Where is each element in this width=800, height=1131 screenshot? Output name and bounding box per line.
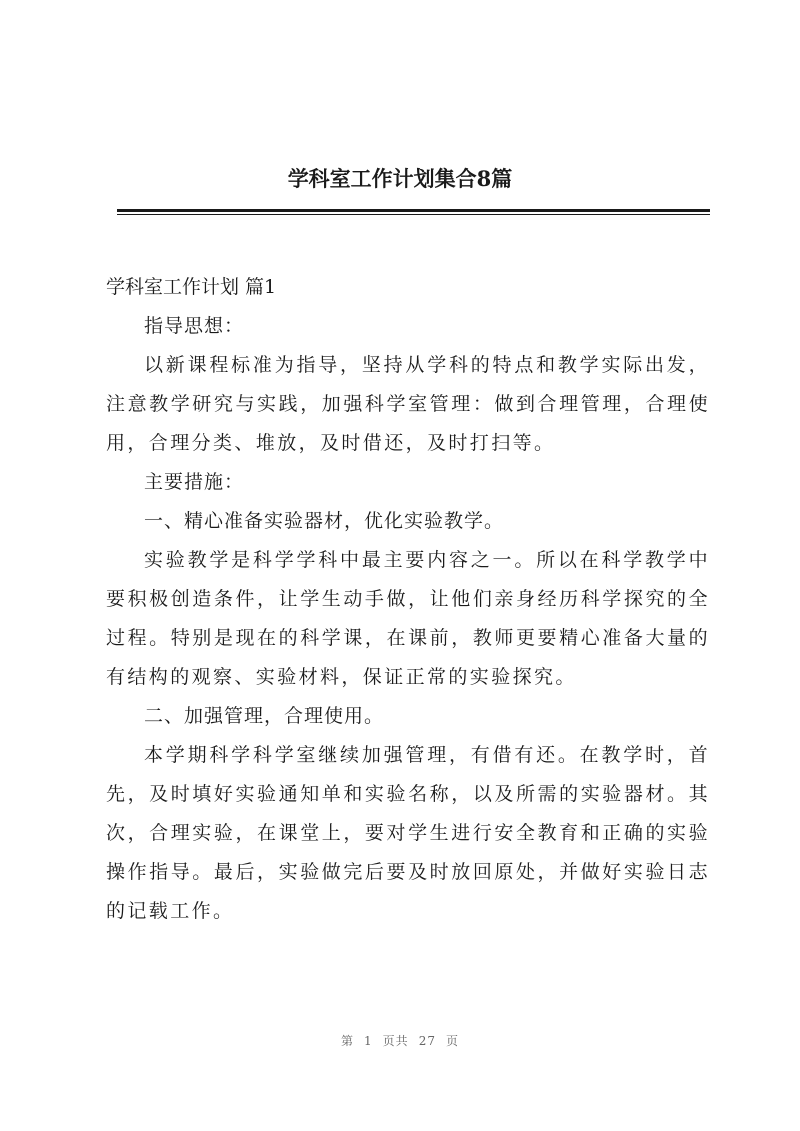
paragraph-measure-two-body: 本学期科学科学室继续加强管理，有借有还。在教学时，首先，及时填好实验通知单和实验名称，以及所需的实验器材。其次，合理实验，在课堂上，要对学生进行安全教育和正确的实验操作指导。最后，实验做完后要及时放回原处，并做好实验日志的记载工作。 (106, 744, 710, 922)
paragraph-main-measures-label: 主要措施： (144, 471, 245, 493)
paragraph-guiding-ideology: 以新课程标准为指导，坚持从学科的特点和教学实际出发，注意教学研究与实践，加强科学室管理：做到合理管理，合理使用，合理分类、堆放，及时借还，及时打扫等。 (106, 354, 710, 454)
footer-page-suffix: 页 (445, 1034, 459, 1048)
paragraph-measure-two-heading: 二、加强管理，合理使用。 (144, 705, 385, 727)
footer-page-prefix: 第 (341, 1034, 355, 1048)
footer-page-total: 27 (418, 1034, 436, 1048)
title-divider-thick (117, 209, 710, 212)
paragraph-guiding-ideology-label: 指导思想： (144, 315, 245, 337)
page-footer (0, 1032, 800, 1049)
title-divider-thin (117, 214, 710, 215)
paragraph-measure-one-body: 实验教学是科学学科中最主要内容之一。所以在科学教学中要积极创造条件，让学生动手做，让他们亲身经历科学探究的全过程。特别是现在的科学课，在课前，教师更要精心准备大量的有结构的观察、实验材料，保证正常的实验探究。 (106, 549, 710, 688)
document-title: 学科室工作计划集合8篇 (287, 166, 513, 191)
footer-page-current: 1 (364, 1034, 373, 1048)
footer-page-middle: 页共 (382, 1034, 409, 1048)
paragraph-measure-one-heading: 一、精心准备实验器材，优化实验教学。 (144, 510, 505, 532)
section-heading: 学科室工作计划 篇1 (106, 276, 277, 298)
document-body (106, 268, 710, 931)
